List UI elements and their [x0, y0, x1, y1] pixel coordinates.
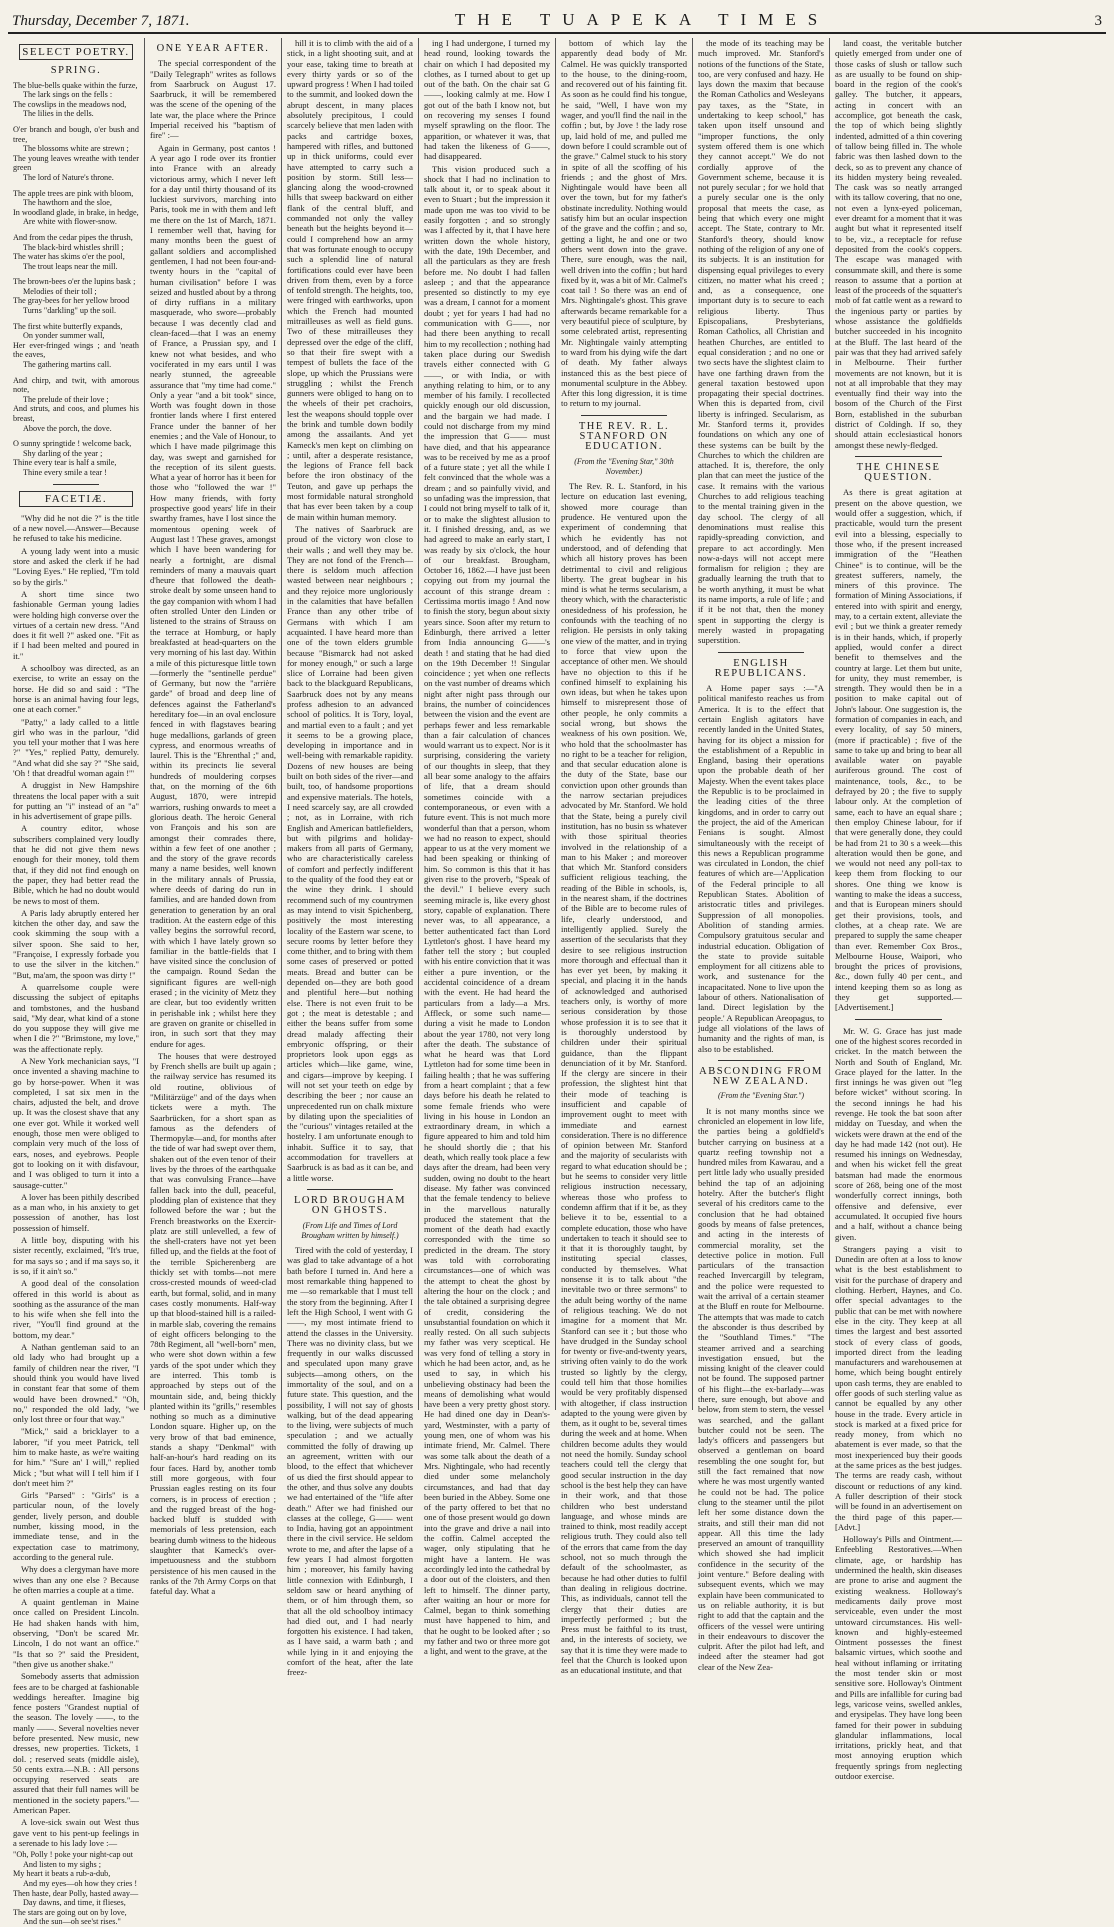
article-title-chinese-question: THE CHINESE QUESTION. [856, 461, 941, 484]
paragraph: The natives of Saarbruck are proud of the victory won close to their walls ; and well they may be. They are not fond of the French—there is seldom much affection wasted between near neighbours ; and they rejoice more ungloriously in the calamities that have befallen France than any other tribe of Germans with which I am acquainted. I have heard more than one of the town elders grumble because "Bismarck had not asked for money enough," or such a large slice of Lorraine had been given back to the blackguard Republicans, Saarbruck does not by any means profess adhesion to an advanced school of politics. It is Tory, loyal, and martial even to a fault ; and yet it seems to be a growing place, developing in importance and in well-being with remarkable rapidity. Dozens of new houses are being built on both sides of the river—and built, too, of handsome proportions and expensive materials. The hotels, I need scarcely say, are all crowded ; not, as in Lorraine, with rich English and American battlefielders, but with pilgrims and holiday-makers from all parts of Germany, who are characteristically careless of comfort and perfectly indifferent to the quality of the food they eat or the wine they drink. I should recommend such of my countrymen as may intend to visit Spichenberg, positively the most interesting locality of the Eastern war scene, to secure rooms by letter before they come thither, and to bring with them some cases of preserved or potted meats. Bread and butter can be depended on—they are both good and plentiful here—but nothing else. There is not even fruit to be got ; the meat is detestable ; and either the beans suffer from some dread malady affecting their embryonic offspring, or their proprietors look upon eggs as articles which—like game, wine, and cigars—improve by keeping. I will not set your teeth on edge by describing the beer ; nor cause an unprecedented run on chalk mixture by dilating upon the specialities of the "curious" vintages retailed at the hostelry. I am unfortunate enough to inhabit. Suffice it to say, that accommodation for travellers at Saarbruck is as bad as it can be, and a little worse. [287, 523, 413, 1183]
poem-stanza [13, 233, 139, 271]
poem-line: Day dawns, and time, it flieses, [23, 1898, 126, 1908]
paragraph: A New York mechanician says, "I once invented a shaving machine to go by horse-power. When it was completed, I sat six men in the chairs, adjusted the belt, and drove up. It was the closest shave that any one ever got. While it worked well enough, those men were obliged to complain very much of the loss of ears, noses, and eyebrows. People got to looking on it with disfavour, and I was obliged to turn it into a sausage-cutter." [13, 1056, 139, 1190]
divider [855, 456, 942, 457]
poem-line: The trout leaps near the mill. [23, 261, 118, 271]
paragraph: the mode of its teaching may be much improved. Mr. Stanford's notions of the functions of the State, too, are very confused and hazy. He lays down the maxim that because the Roman Catholics and Wesleyans pay taxes, as the "State, in undertaking to keep school," has taken upon itself unsound and "improper functions, the only system offered them is one which they cannot accept." We do not cordially approve of the Government scheme, because it is not purely secular ; for we hold that a purely secular one is the only proposal that meets the case, as being that which every one might accept. The State, contrary to Mr. Stanford's theory, should know nothing of the religion of any one of its subjects. It is an institution for dispensing equal privileges to every citizen, no matter what his creed ; and, as a consequence, one important duty is to secure to each religious liberty. Thus Episcopalians, Presbyterians, Roman Catholics, all Christian and heathen Churches, are entitled to equal consideration ; and no one or two sects have the slightest claim to have one farthing drawn from the general taxation bestowed upon propagating their special doctrines. When this is departed from, civil liberty is infringed. Secularism, as Mr. Stanford terms it, provides foundations on which any one of these systems can be built by the Churches to which the children are attached. It is, therefore, the only plan that can meet the justice of the case. It remains with the various Churches to add religious teaching to the mental training given in the day school. The clergy of all denominations must realise this rapidly-spreading conviction, and prepare to act accordingly. Men now-a-days will not accept mere formalism for religion ; they are gradually learning the truth that to be worth anything, it must be what its name imports, a rule of life ; and if it be not that, then the money spent in supporting the clergy is merely wasted in propagating superstition. [698, 38, 824, 646]
paragraph: A Paris lady abruptly entered her kitchen the other day, and saw the cook skimming the soup with a silver spoon. She said to her, "Françoise, I expressly forbade you to use the silver in the kitchen." "But, ma'am, the spoon was dirty !" [13, 907, 139, 980]
column-1 [8, 38, 145, 1927]
paragraph: Somebody asserts that admission fees are to be charged at fashionable weddings hereafter. Imagine big fence posters "Grandest nuptial of the season. The lovely ——, to the manly ——. Several novelties never before presented. New music, new dresses, new properties. Tickets, 1 dol. ; reserved seats (middle aisle), 50 cents extra.—N.B. : All persons occupying reserved seats are assured that their full names will be mentioned in the society papers."—American Paper. [13, 1671, 139, 1816]
poem-line: In woodland glade, in brake, in hedge, [13, 207, 139, 217]
poem-line: The gathering martins call. [23, 360, 112, 370]
poem-line: The lord of Nature's throne. [23, 172, 114, 182]
column-3 [282, 38, 419, 1678]
poem-stanza [13, 81, 139, 119]
paragraph: Holloway's Pills and Ointment.—Enfeebling Restoratives.—When climate, age, or hardship has undermined the health, skin diseases are prone to arise and augment the existing weakness. Holloway's medicaments daily prove most serviceable, even under the most untoward circumstances. His well-known and highly-esteemed Ointment possesses the finest balsamic virtues, which soothe and heal without inflaming or irritating the most tender skin or most sensitive sore. Holloway's Ointment and Pills are infallible for curing bad legs, varicose veins, swelled ankles, and erysipelas. They have long been famed for their power in subduing glandular inflammations, local irritations, prickly heat, and that most annoying eruption which frequently springs from neglecting outdoor exercise. [835, 1534, 962, 1781]
paragraph: Strangers paying a visit to Dunedin are often at a loss to know what is the best establishment to visit for the purchase of drapery and clothing. Herbert, Haynes, and Co. offer special advantages to the public that can be met with nowhere else in the city. They keep at all times the largest and best assorted stock of every class of goods, imported direct from the leading manufacturers and warehousemen at home, which being bought entirely upon cash terms, they are enabled to offer goods of such sterling value as cannot be equalled by any other house in the trade. Every article in stock is marked at a fixed price for ready money, from which no abatement is ever made, so that the most inexperienced buy their goods at the same prices as the best judges. The terms are ready cash, without discount or reductions of any kind. A fuller description of their stock will be found in an advertisement on the third page of this paper.—[Advt.] [835, 1243, 962, 1532]
facetiae-body [13, 513, 139, 1848]
poem-stanza [13, 277, 139, 315]
paragraph: The special correspondent of the "Daily Telegraph" writes as follows from Saarbruck on August 17. Saarbruck, it will be remembered was the scene of the opening of the late war, the place where the Prince Imperial received his "baptism of fire" :— [150, 58, 276, 141]
poem-line: The brown-bees o'er the lupins bask ; [13, 277, 136, 287]
poem-line: The prelude of their love ; [23, 394, 109, 404]
poem-line: The hawthorn and the sloe, [23, 198, 112, 208]
poem-stanza [13, 189, 139, 227]
article-source: (From the "Evening Star.") [718, 1091, 804, 1101]
poem-line: O sunny springtide ! welcome back, [13, 439, 132, 449]
article-body-stanford [561, 481, 687, 1675]
poem-line: Then haste, dear Polly, hasted away— [13, 1888, 139, 1898]
poem-line: The apple trees are pink with bloom, [13, 188, 134, 198]
divider [718, 652, 804, 653]
column-5 [556, 38, 693, 1676]
paragraph: Mr. W. G. Grace has just made one of the highest scores recorded in cricket. In the match between the North and South of England, Mr. Grace played for the latter. In the first innings he was given out "leg before wicket" without scoring. In the second innings he had his revenge. He took the bat soon after midday on Tuesday, and when the wickets were drawn at the end of the day he had made 142 (not out). He resumed his innings on Wednesday, and when his wicket fell the great batsman had made the enormous score of 268, being one of the most wonderfully correct innings, both offensive and defensive, ever accumulated. It occupied five hours and a half, without a chance being given. [835, 1025, 962, 1242]
column-4 [419, 38, 556, 1657]
article-body-one-year-after [150, 58, 276, 1596]
poem-line: Thine every smile a tear ! [23, 467, 107, 477]
paragraph: A schoolboy was directed, as an exercise, to write an essay on the horse. He did so and said : "The horse is an animal having four legs, one at each corner." [13, 663, 139, 715]
article-body-chinese-question [835, 487, 962, 1012]
paragraph: "Mick," said a bricklayer to a laborer, "if you meet Patrick, tell him to make haste, as we're waiting for him." "Sure an' I will," replied Mick ; "but what will I tell him if I don't meet him ?" [13, 1426, 139, 1488]
article-source: (From the "Evening Star," 30th November.) [574, 456, 674, 476]
poem-stanza [13, 322, 139, 370]
columns [8, 38, 1106, 1927]
paragraph: A love-sick swain out West thus gave vent to his pent-up feelings in a serenade to his lady love :— [13, 1817, 139, 1848]
poem-line: The cowslips in the meadows nod, [13, 99, 127, 109]
paragraph: A quaint gentleman in Maine once called on President Lincoln. He had shaken hands with him, observing, "Don't be scared Mr. Lincoln, I do not want an office." "Is that so ?" said the President, "then give us another shake." [13, 1597, 139, 1669]
column-6 [693, 38, 830, 1672]
poem-line: The young leaves wreathe with tender green [13, 153, 139, 173]
article-title-english-republicans: ENGLISH REPUBLICANS. [714, 657, 808, 679]
paragraph: land coast, the veritable butcher quietly emerged from under one of those casks of slush or tallow such as are usually to be found on ship-board in the region of the cook's galley. The butcher, it appears, acting in concert with an accomplice, got beneath the cask, the top of which being slightly indented, admitted of a thin covering of tallow being filled in. The whole fabric was then lashed down to the deck, so as to prevent any chance of its hidden mystery being revealed. The cask was so neatly arranged with its tallow covering, that no one, not even a lynx-eyed policeman, ever dreamt for a moment that it was aught but what it represented itself to be, viz., a receptacle for refuse deposited from the cook's coppers. The escape was managed with consummate skill, and there is some reason to assume that a portion at least of the proceeds of the squatter's mob of fat cattle went as a reward to the ingenious party or parties by whose assistance the goldfields butcher succeeded in his incognito at the Bluff. The last heard of the pair was that they had arrived safely in Melbourne. Their further movements are not known, but it is not at all improbable that they may eventually find their way into the bosom of the Church of the First Born, established in the suburban district of Coldingh. If so, they should attain ecclesiastical honors amongst these newly-fledged. [835, 38, 962, 450]
paragraph: A lover has been pithily described as a man who, in his anxiety to get possession of another, has lost possession of himself. [13, 1191, 139, 1233]
poem-line: O'er branch and bough, o'er bush and tree, [13, 124, 139, 144]
article-continuation [561, 38, 687, 409]
masthead [8, 4, 1106, 34]
article-source: (From Life and Times of Lord Brougham written by himself.) [301, 1220, 399, 1240]
paragraph: Again in Germany, post cantos ! A year ago I rode over its frontier into France with an already victorious army, which I never left for a day until thirty thousand of its luckiest survivors, marching into Paris, took me in with them and left me there on the 1st of March, 1871. I remember well that, having for many months been the guest of gallant soldiers and accomplished gentlemen, I had not been four-and-twenty hours in the "capital of human civilisation" before I was seized and hustled about by a throng of dirty ruffians in a military masquerade, who swore—probably because I was decently clad and clean-faced—that I was an enemy of France, a Prussian spy, and I knew not what besides, and who vociferated in my ears until I was nearly stunned, the agreeable assurance that "my time had come." Only a year "and a bit took" since, Worth was fought down in those frontier lands where I first entered France under the banner of her enemies ; and the Vale of Honour, to which I have made pilgrimage this day, was swept and garnished for the reception of its silent guests. What a year of horror has it been for those who "followed the war !" How many friends, with forty prospective good years' life in their swarthy frames, have I lost since the momentous opening week of August last ! These graves, amongst which I have been wandering for nearly a fortnight, are dismal reminders of many a mauvais quart d'heure that followed the death-stroke dealt by some unseen hand to the gay companion with whom I had often strolled Unter den Linden or listened to the strains of Strauss on the terrace at Homburg, or haply breakfasted at head-quarters on the very morning of his last day. Within a mile of this picturesque little town—formerly the "sentinelle perdue" of Germany, but now the "arrière garde" of broad and deep line of defences against the Fatherland's hereditary foe—in an oval enclosure fenced in with flagstaves bearing huge medallions, garlands of green cypress, and enormous wreaths of laurel. This is the "Ehrenthal ;" and, within its precincts lie several hundreds of mouldering corpses that, on the morning of the 6th August, 1870, were intrepid warriors, rushing onwards to meet a glorious death. The heroic General von François and his son are amongst their comrades there, within a few feet of one another ; and the story of the grave records many a name besides, well known in the military annals of Prussia, where deeds of daring do run in families, and are handed down from generation to generation by an oral tradition. At the eastern edge of this valley begins the sorrowful record, with which I have lately grown so familiar in the battle-fields that I have visited since the conclusion of the campaign. Round Sedan the significant figures are well-nigh erased ; in the vicinity of Metz they are clear, but too evidently written in perishable ink ; whilst here they are graven on granite or chiselled in iron, in such sort that they may endure for ages. [150, 142, 277, 1049]
paragraph: As there is great agitation at present on the above question, we would offer a suggestion, which, if practicable, would turn the present evil into a blessing, especially to those who, if the present increased immigration of the "Heathen Chinee" is to continue, will be the greatest sufferers, namely, the miners of this province. The formation of Mining Associations, if entered into with spirit and energy, may, to a certain extent, alleviate the evil ; but we think a greater remedy is in their hands, which, if properly applied, would confer a direct benefit to themselves and the country at large. Let them but unite, for unity, they must remember, is strength. They would then be in a position to make capital out of John's labour. One suggestion is, the formation of companies in each, and every locality, of say 50 miners, (more if practicable) ; five of the same to take up and bring to bear all available water on payable auriferous ground. The cost of maintenance, tools, &c., to be defrayed by 20 ; the five to supply labour only. At the completion of same, each to have an equal share ; then employ Chinese labour, for if that were generally done, they could be had from 21 to 30 s a week—this alteration would then be gone, and we would not need any poll-tax to keep them from flocking to our shores. One thing we know is wanting to make the ideas a success, and that is European miners should get their provisions, tools, and clothes, at a cheap rate. We are prepared to supply the same cheaper than ever. Remember Cox Bros., Melbourne House, Waipori, who brought the prices of provisions, &c., down fully 40 per cent., and intend keeping them so as long as they get supported.—[Advertisement.] [835, 487, 962, 1013]
divider [307, 1189, 393, 1190]
article-body-paragraphs [835, 1026, 962, 1782]
poem-line: The stars are going out on by love, [13, 1907, 127, 1917]
poem-line: "Oh, Polly ! poke your night-cap out [13, 1850, 133, 1860]
article-title-stanford: THE REV. R. L. STANFORD ON EDUCATION. [578, 420, 670, 453]
paragraph: A young lady went into a music store and asked the clerk if he had "Loving Eyes." He replied, "I'm told so by the girls." [13, 545, 139, 587]
paragraph: Why does a clergyman have more wives than any one else ? Because he often marries a couple at a time. [13, 1564, 139, 1595]
section-title-facetiae: FACETIÆ. [19, 491, 133, 507]
poem-line: Melodies of their toll ; [23, 286, 97, 296]
poem-stanza [13, 439, 139, 477]
column-7 [830, 38, 967, 1781]
poem-line: Thine every tear is half a smile, [13, 458, 117, 468]
poem-line: And struts, and coos, and plumes his breast, [13, 404, 139, 423]
poem-line: The lark sings on the fells : [23, 90, 113, 100]
poem-line: Turns "darkling" up the soil. [23, 306, 117, 316]
paragraph: A good deal of the consolation offered in this world is about as soothing as the assurance of the man to his wife when she fell into the river, "You'll find ground at the bottom, my dear." [13, 1278, 140, 1340]
article-body-english-republicans [698, 683, 824, 1054]
serenade-verse [13, 1850, 139, 1927]
poem-line: On yonder summer wall, [23, 331, 105, 341]
poem-stanza [13, 376, 139, 434]
paragraph: The houses that were destroyed by French shells are built up again ; the railway service has resumed its old routine, oblivious of "Militärzüge" and of the days when tickets were a myth. The Saarbrücken, for a short span as famous as the defenders of Thermopylæ—and, for months after the tide of war had swept over them, shaken out of the even tenor of their lives by the throes of the earthquake that was convulsing France—have fallen back into the dull, peaceful, plodding plan of existence that they followed before the war ; but the French breastworks on the Exercir-platz are still unlevelled, a few of the shell-craters have not yet been filled up, and the fields at the foot of the terrible Spicherenberg are thickly set with tombs—not mere cross-crested mounds of weed-clad earth, but formal, solid, and in many cases costly monuments. Half-way up that blood-stained hill is a railed-in marble slab, covering the remains of eight officers belonging to the 78th Regiment, all "well-born" men, who were shot down within a few yards of the spot under which they are interred. This tomb is approached by steps out of the mountain side, and, being thickly planted within its "grills," resembles nothing so much as a diminutive London square. Higher up, on the very brow of that bad eminence, stands a shapy "Denkmal" with half-an-hour's hard reading on its four faces. Hard by, another tomb still more gorgeous, with four Prussian eagles resting on its four corners, is in process of erection ; and the rugged breast of the hog-backed bluff is studded with memorials of less pretension, each bearing dumb witness to the hideous slaughter that Kameck's over-impetuousness and the stubborn persistence of his men caused in the ranks of the 7th Army Corps on that fateful day. What a [150, 1050, 276, 1597]
article-body-absconding [698, 1106, 824, 1672]
article-continuation [698, 38, 824, 646]
paragraph: A Nathan gentleman said to an old lady who had brought up a family of children near the river, "I should think you would have lived in constant fear that some of them would have been drowned." "Oh, no," responded the old lady, "we only lost three or four that way." [13, 1342, 139, 1425]
issue-date: Thursday, December 7, 1871. [12, 13, 190, 29]
poem-line: Are white with flower-snow. [23, 217, 117, 227]
paragraph: A country editor, whose subscribers complained very loudly that he did not give them news enough for their money, told them that, if they did not find enough on the paper, they had better read the Bible, which he had no doubt would be news to most of them. [13, 823, 139, 906]
poem-body [13, 81, 139, 478]
paragraph: hill it is to climb with the aid of a stick, in a light shooting suit, and at your ease, taking time to breath at every thirty yards or so of the upward progress ! When I had toiled to the summit, and looked down the abrupt descent, in many places absolutely precipitous, I could scarcely believe that men laden with packs and cartridge boxes, hampered with rifles, and buttoned up in thick uniforms, could ever have attempted to carry such a position by storm. Still less—glancing along the wood-crowned hills that sweep backward on either flank of the central bluff, and commanded not only the valley beneath but the heights beyond it—could I comprehend how an army that was fortunate enough to occupy such a splendid line of natural fortifications could ever have been driven from them, even by a force of tenfold strength. The heights, too, were fringed with earthworks, upon which the French had mounted mitrailleuses as well as field guns. Two of these mitrailleuses they depressed over the edge of the cliff, so that their fire swept with a tempest of bullets the face of the slope, up which the Prussians were struggling ; whilst the French gunners were obliged to hang on to the wheels of their pet crachoirs, lest the weapons should topple over the brink and tumble down bodily among the assailants. And yet Kameck's men kept on climbing on ; until, after a desperate resistance, the legions of France fell back before the iron obstinacy of the Teuton, and gave up perhaps the most formidable natural stronghold that has ever been taken by a coup de main within human memory. [287, 38, 413, 522]
poem-line: The blossoms white are strewn ; [23, 144, 129, 154]
poem-line: And listen to my sighs ; [23, 1859, 102, 1869]
paragraph: It is not many months since we chronicled an elopement in low life, the parties being a goldfield's butcher carrying on business at a quartz reefing township not a hundred miles from Kawarau, and a pert little lady who usually presided behind the tap of an adjoining hotelry. After the butcher's flight several of his creditors came to the conclusion that he had obtained goods by means of false pretences, and acting in the interests of commercial morality, set the detective police in motion. Full particulars of the transaction reached Invercargill by telegram, and the police were requested to wait the arrival of a certain steamer at the Bluff en route for Melbourne. The attempts that was made to catch the absconder is thus described by the "Southland Times." "The steamer arrived and a searching investigation ensued, but the missing knight of the cleaver could not be found. The supposed partner of his flight—the ex-barlady—was there, sure enough, but above and below, from stem to stern, the vessel was searched, and the gallant butcher could not be seen. The lady's officers and passengers but observed a gentleman on board resembling the one sought for, but still the fact remained that now where he was most urgently wanted he could not be had. The police clung to the steamer until the pilot left her some distance down the straits, and still their man did not appear. All this time the lady preserved an amount of tranquillity which showed she had implicit confidence in the security of the joint venture." Before dealing with subsequent events, which we may explain have been communicated to us on reliable authority, it is but right to add that the captain and the officers of the vessel were untiring in their endeavours to discover the culprit. After the pilot had left, and indeed after the steamer had got clear of the New Zea- [698, 1105, 824, 1672]
section-title-select-poetry: SELECT POETRY. [19, 44, 133, 60]
article-continuation [424, 38, 550, 1657]
poem-stanza [13, 125, 139, 183]
poem-line: Shy darling of the year ; [23, 448, 103, 458]
article-title-lord-brougham: LORD BROUGHAM ON GHOSTS. [294, 1194, 406, 1217]
poem-line: Her ever-fringed wings ; and 'neath the eaves, [13, 340, 139, 360]
paragraph: bottom of which lay the apparently dead body of Mr. Calmel. He was quickly transported to the house, to the dining-room, and recovered out of his fainting fit. As soon as he could find his tongue, he said, "Well, I have won my wager, and you'll find the nail in the coffin ; but, by Jove ! the lady rose up, laid hold of me, and pulled me down before I could scramble out of the grave." Calmel stuck to his story in spite of all the scoffing of his friends ; and the ghost of Mrs. Nightingale would have been all over the town, but for my father's obstinate incredulity. Nothing would satisfy him but an ocular inspection of the grave and the coffin ; and so, getting a light, he and one or two others went down into the grave. There, sure enough, was the nail, well driven into the coffin ; but hard fixed by it, was a bit of Mr. Calmel's coat tail ! So there was an end of Mrs. Nightingale's ghost. This grave afterwards became remarkable for a very beautiful piece of sculpture, by some celebrated artist, representing Mr. Nightingale vainly attempting to ward from his dying wife the dart of death. My father always instanced this as the best piece of monumental sculpture in the Abbey. After this long digression, it is time to return to my journal. [561, 38, 687, 409]
column-2 [145, 38, 282, 1597]
paragraph: This vision produced such a shock that I had no inclination to talk about it, or to speak about it even to Stuart ; but the impression it made upon me was too vivid to be easily forgotten ; and so strongly was I affected by it, that I have here written down the whole history, with the date, 19th December, and all the particulars as they are fresh before me. No doubt I had fallen asleep ; and that the appearance presented so distinctly to my eye was a dream, I cannot for a moment doubt ; yet for years I had had no communication with G——, nor had there been anything to recall him to my recollection ; nothing had taken place during our Swedish travels either connected with G——, or with India, or with anything relating to him, or to any member of his family. I recollected quickly enough our old discussion, and the bargain we had made. I could not discharge from my mind the impression that G—— must have died, and that his appearance was to be received by me as a proof of a future state ; yet all the while I felt convinced that the whole was a dream ; and so painfully vivid, and so unfading was the impression, that I could not bring myself to talk of it, or to make the slightest allusion to it. I finished dressing, and, as we had agreed to make an early start, I was ready by six o'clock, the hour of our breakfast. Brougham, October 16, 1862.—I have just been copying out from my journal the account of this strange dream : Certissima mortis imago ! And now to finish the story, begun about sixty years since. Soon after my return to Edinburgh, there arrived a letter from India announcing G——'s death ! and stating that he had died on the 19th December !! Singular coincidence ; yet when one reflects on the vast number of dreams which night after night pass through our brains, the number of coincidences between the vision and the event are perhaps fewer and less remarkable than a fair calculation of chances would warrant us to expect. Nor is it surprising, considering the variety of our thoughts in sleep, that they all bear some analogy to the affairs of life, that a dream should sometimes coincide with a contemporaneous, or even with a future event. This is not much more wonderful than that a person, whom we had no reason to expect, should appear to us at the very moment we had been speaking or thinking of him. So common is this that it has given rise to the proverb, "Speak of the devil." I believe every such seeming miracle is, like every ghost story, capable of explanation. There never was, to all appearance, a better authenticated fact than Lord Lyttleton's ghost. I have heard my father tell the story ; but coupled with his entire conviction that it was either a pure invention, or the accidental coincidence of a dream with the event. He had heard the particulars from a lady—a Mrs. Affleck, or some such name—during a visit he made to London about the year 1780, not very long after the death. The substance of what he heard was that Lord Lyttleton had for some time been in failing health ; that he was suffering from a heart complaint ; that a few days before his death he related to some female friends who were living in his house in London an extraordinary dream, in which a figure appeared to him and told him he should shortly die ; that his death, which really took place a few days after the dream, had been very sudden, owing no doubt to the heart disease. My father was convinced that the female tendency to believe in the marvellous naturally produced the statement that the moment of the death had exactly corresponded with the time so predicted in the dream. The story was told with corroborating circumstances—one of which was the attempt to cheat the ghost by altering the hour on the clock ; and the tale obtained a surprising degree of credit, considering the unsubstantial foundation on which it really rested. On all such subjects my father was very sceptical. He was very fond of telling a story in which he had been actor, and, as he used to say, in which his unbelieving obstinacy had been the means of demolishing what would have been a very pretty ghost story. He had dined one day in Dean's-yard, Westminster, with a party of young men, one of whom was his intimate friend, Mr. Calmel. There was some talk about the death of a Mrs. Nightingale, who had recently died under some melancholy circumstances, and had that day been buried in the Abbey. Some one of the party offered to bet that no one of those present would go down into the grave and drive a nail into the coffin. Calmel accepted the wager, only stipulating that he might have a lantern. He was accordingly led into the cathedral by a door out of the cloisters, and then left to himself. The dinner party, after waiting an hour or more for Calmel, began to think something must have happened to him, and that he ought to be looked after ; so my father and two or three more got a light, and went to the grave, at the [424, 163, 550, 1657]
paragraph: Tired with the cold of yesterday, I was glad to take advantage of a hot bath before I turned in. And here a most remarkable thing happened to me —so remarkable that I must tell the story from the beginning. After I left the High School, I went with G——, my most intimate friend to attend the classes in the University. There was no divinity class, but we frequently in our walks discussed and speculated upon many grave subjects—among others, on the immortality of the soul, and on a future state. This question, and the possibility, I will not say of ghosts walking, but of the dead appearing to the living, were subjects of much speculation ; and we actually committed the folly of drawing up an agreement, written with our blood, to the effect that whichever of us died the first should appear to the other, and thus solve any doubts we had entertained of the "life after death." After we had finished our classes at the college, G—— went to India, having got an appointment there in the civil service. He seldom wrote to me, and after the lapse of a few years I had almost forgotten him ; moreover, his family having little connexion with Edinburgh, I seldom saw or heard anything of them, or of him through them, so that all the old schoolboy intimacy had died out, and I had nearly forgotten his existence. I had taken, as I have said, a warm bath ; and while lying in it and enjoying the comfort of the heat, after the late freez- [287, 1245, 413, 1678]
paragraph: The Rev. R. L. Stanford, in his lecture on education last evening, showed more courage than prudence. He ventured upon the experiment of condemning that which he evidently has not understood, and of defending that which all history proves has been detrimental to civil and religious liberty. The great bugbear in his mind is what he terms secularism, a theory which, with the characteristic onesidedness of his profession, he confounds with the teaching of no religion. He persists in only taking one view of the matter, and in trying to force that view upon the acceptance of other men. We should have no objection to this if he confined himself to explaining his own ideas, but when he takes upon himself to misrepresent those of other people, he only commits a social wrong, but shows the weakness of his own position. We, who hold that the schoolmaster has no right to be a teacher for religion, and that secular education alone is the duty of the State, base our conviction upon other grounds than the narrow sectarian prejudices advocated by Mr. Stanford. We hold that the State, being a purely civil institution, has no busin ss whatever with those spiritual theories involved in the relationship of a man to his Maker ; and moreover that which Mr. Stanford considers sufficient religious teaching, the reading of the Bible in schools, is, in the nearest sham, if the doctrines of the Bible are to become rules of life, clearly understood, and intelligently applied. Surely the assertion of the secularists that they desire to see religious instruction more thorough and effectual than it has ever yet been, by making it special, and placing it in the hands of acknowledged and authorised teachers only, is worthy of more serious consideration by those whose profession it is to see that it is thoroughly understood by children under their spiritual guidance, than the flippant denunciation of it by Mr. Stanford. If the clergy are sincere in their profession, the slightest hint that their mode of teaching is insufficient and capable of improvement ought to meet with immediate and earnest consideration. There is no difference of opinion between Mr. Stanford and the majority of secularists with regard to what education should be ; but he seems to consider very little religious instruction necessary, whereas those who profess to condemn affirm that if it be, as they believe it to be, essential to a complete education, those who have undertaken to teach it should see to it that it is thoroughly taught, by instituting special classes, conducted by themselves. What nonsense it is to talk about "the inevitable two or three sermons" to the adult being worthy of the name of religious teaching. We do not imagine for a moment that Mr. Stanford can see it ; but those who have drudged in the Sunday school for twenty or five-and-twenty years, striving often vainly to do the work trusted so lightly by the clergy, could tell him that those homilies would be very profitably dispensed with altogether, if class instruction adapted to the young were given by them, as it ought to be, several times during the week and at home. When children become adults they would not need the homily. Sunday school teachers could tell the clergy that good secular instruction in the day school is the best help they can have in their work, and that those children who best understand language, and whose minds are trained to think, most readily accept religious truth. They could also tell of the errors that came from the day school, not so much through the default of the schoolmaster, as because he had other duties to fulfil than dealing in religious doctrine. This, as individuals, cannot tell the clergy that their duties are imperfectly performed ; but the Press must be faithful to its trust, and, in the interests of society, we say that it is time they were made to feel that the Church is looked upon as an educational institute, and that [561, 481, 687, 1676]
article-title-absconding: ABSCONDING FROM NEW ZEALAND. [699, 1065, 823, 1088]
poem-line: The lilies in the dells. [23, 109, 94, 119]
poem-line: The gray-bees for her yellow brood [13, 296, 130, 306]
paragraph: ing I had undergone, I turned my head round, looking towards the chair on which I had deposited my clothes, as I turned about to get up out of the bath. On the chair sat G——, looking calmly at me. How I got out of the bath I know not, but on recovering my senses I found myself sprawling on the floor. The apparition, or whatever it was, that had taken the likeness of G——, had disappeared. [424, 38, 550, 162]
poem-line: The water has skims o'er the pool, [13, 252, 125, 262]
poem-line: And chirp, and twit, with amorous note, [13, 375, 139, 395]
poem-line: My heart it beats a rub-a-dub, [13, 1869, 111, 1879]
page-number: 3 [1094, 13, 1102, 29]
poem-line: The blue-bells quake within the furze, [13, 80, 138, 90]
divider [53, 484, 99, 485]
newspaper-title: THE TUAPEKA TIMES [454, 10, 830, 29]
article-title-one-year-after: ONE YEAR AFTER. [156, 43, 270, 54]
article-body-lord-brougham [287, 1245, 413, 1677]
divider [855, 1019, 942, 1020]
divider [718, 1060, 804, 1061]
paragraph: A short time since two fashionable German young ladies were holding high converse over the virtues of a certain new dress. "And does it fit well ?" asked one. "Fit as if I had been melted and poured in it." [13, 588, 139, 661]
poem-line: Above the porch, the dove. [23, 423, 112, 433]
poem-title: SPRING. [50, 65, 102, 77]
poem-line: And the sun—oh see'st rises." [23, 1917, 121, 1927]
paragraph: "Why did he not die ?" is the title of a new novel.—Answer—Because he refused to take his medicine. [13, 512, 139, 544]
paragraph: Girls "Parsed" : "Girls" is a particular noun, of the lovely gender, lively person, and double number, kissing mood, in the immediate tense, and in the expectation case to matrimony, according to the general rule. [13, 1490, 139, 1562]
poem-line: The black-bird whistles shrill ; [23, 242, 124, 252]
paragraph: A druggist in New Hampshire threatens the local paper with a suit for putting an "i" instead of an "a" in his advertisement of grape pills. [13, 780, 139, 822]
article-continuation [835, 38, 962, 450]
poem-line: The first white butterfly expands, [13, 321, 123, 331]
paragraph: A quarrelsome couple were discussing the subject of epitaphs and tombstones, and the husband said, "My dear, what kind of a stone do you suppose they will give me when I die ?" "Brimstone, my love," was the affectionate reply. [13, 981, 139, 1054]
paragraph: "Patty," a lady called to a little girl who was in the parlour, "did you tell your mother that I was here ?" "Yes," replied Patty, demurely. "And what did she say ?" "She said, 'Oh ! that dreadful woman again !'" [13, 716, 139, 778]
paragraph: A Home paper says :—"A political manifesto reaches us from America. It is to the effect that certain English agitators have recently landed in the United States, having for its object a mission for the establishment of a Republic in England, basing their operations upon the probable death of her Majesty. When the event takes place the Republic is to be proclaimed in the leading cities of the three kingdoms, and in order to carry out the project, the aid of the American Fenians is sought. Almost simultaneously with the receipt of this news a Republican programme was circulated in London, the chief features of which are—'Application of the Federal principle to all Republican States. Abolition of aristocratic titles and privileges. Suppression of all monopolies. Abolition of standing armies. Compulsory gratuitous secular and industrial education. Obligation of the state to provide suitable employment for all citizens able to work, and sustenance for the incapacitated. None to live upon the labour of others. Nationalisation of land. Direct legislation by the people.' A Republican Areopagus, to judge all violations of the laws of humanity and the rights of man, is also to be established. [698, 683, 824, 1054]
divider [581, 415, 667, 416]
article-continuation [287, 38, 413, 1183]
paragraph: A little boy, disputing with his sister recently, exclaimed, "It's true, for ma says so ; and if ma says so, it is so, if it ain't so." [13, 1235, 139, 1276]
poem-line: And my eyes—oh how they cries ! [23, 1879, 138, 1889]
poem-line: And from the cedar pipes the thrush, [13, 232, 133, 242]
